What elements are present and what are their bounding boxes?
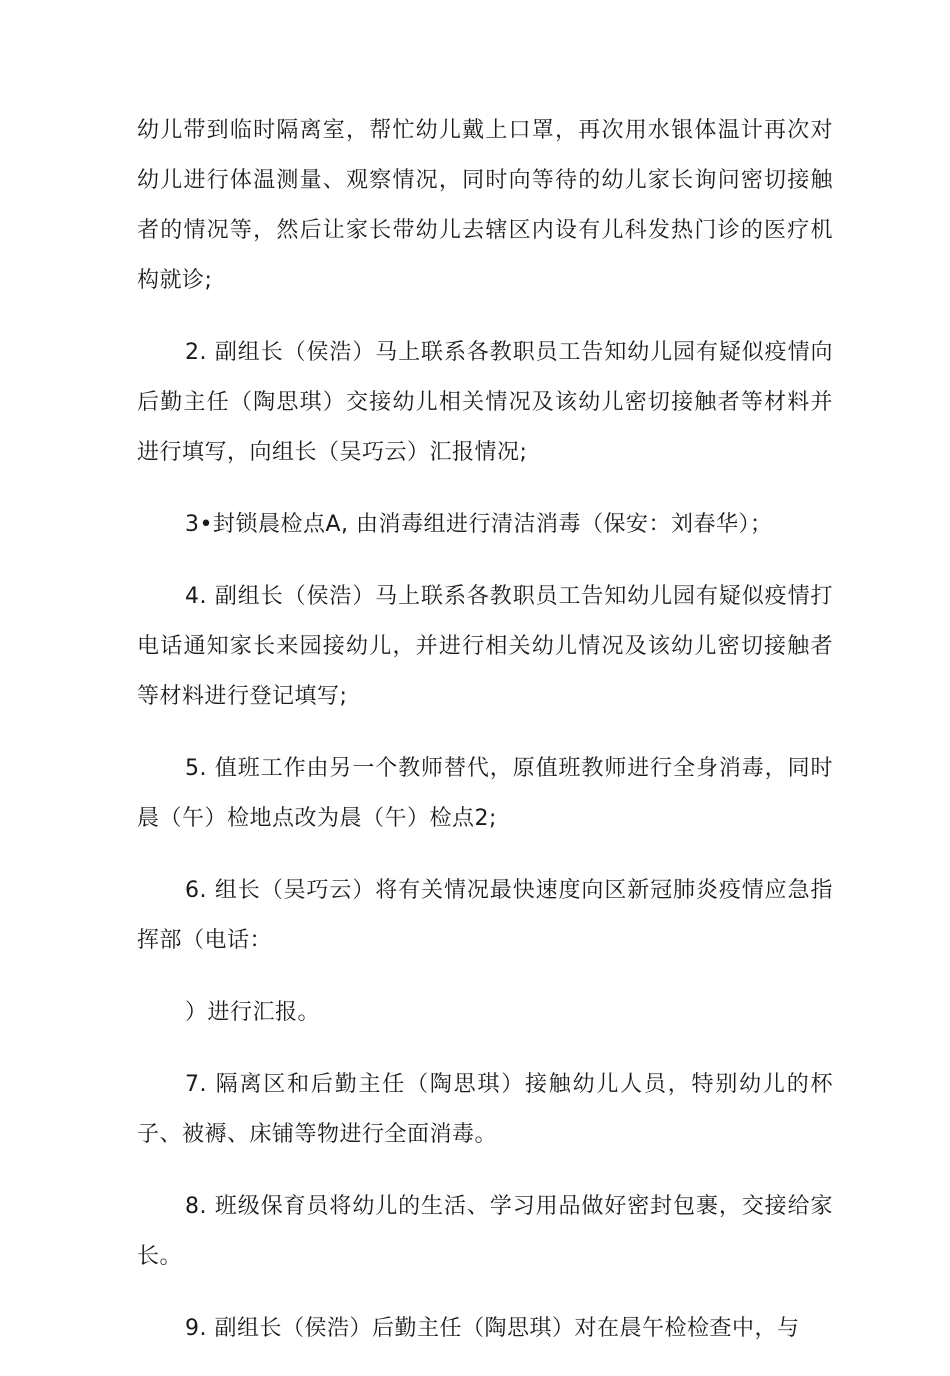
paragraph-step-3: 3•封锁晨检点A, 由消毒组进行清洁消毒（保安：刘春华）； bbox=[185, 512, 773, 537]
paragraph-step-2: 2. 副组长（侯浩）马上联系各教职员工告知幼儿园有疑似疫情向后勤主任（陶思琪）交接幼儿相关情况及该幼儿密切接触者等材料并进行填写，向组长（吴巧云）汇报情况; bbox=[137, 340, 833, 465]
paragraph-step-5: 5. 值班工作由另一个教师替代，原值班教师进行全身消毒，同时晨（午）检地点改为晨（午）检点2; bbox=[137, 756, 833, 831]
paragraph-step-4: 4. 副组长（侯浩）马上联系各教职员工告知幼儿园有疑似疫情打电话通知家长来园接幼儿，并进行相关幼儿情况及该幼儿密切接触者等材料进行登记填写; bbox=[137, 584, 833, 709]
paragraph-isolation-room: 幼儿带到临时隔离室，帮忙幼儿戴上口罩，再次用水银体温计再次对幼儿进行体温测量、观察情况，同时向等待的幼儿家长询问密切接触者的情况等，然后让家长带幼儿去辖区内设有儿科发热门诊的医疗机构就诊; bbox=[137, 118, 833, 293]
paragraph-step-8: 8. 班级保育员将幼儿的生活、学习用品做好密封包裹，交接给家长。 bbox=[137, 1194, 833, 1269]
paragraph-step-7: 7. 隔离区和后勤主任（陶思琪）接触幼儿人员，特别幼儿的杯子、被褥、床铺等物进行全面消毒。 bbox=[137, 1072, 833, 1147]
paragraph-step-6-continued: ）进行汇报。 bbox=[185, 1000, 321, 1025]
paragraph-step-6: 6. 组长（吴巧云）将有关情况最快速度向区新冠肺炎疫情应急指挥部（电话： bbox=[137, 878, 833, 953]
paragraph-step-9: 9. 副组长（侯浩）后勤主任（陶思琪）对在晨午检检查中，与 bbox=[185, 1316, 800, 1341]
document-body bbox=[137, 106, 833, 1376]
